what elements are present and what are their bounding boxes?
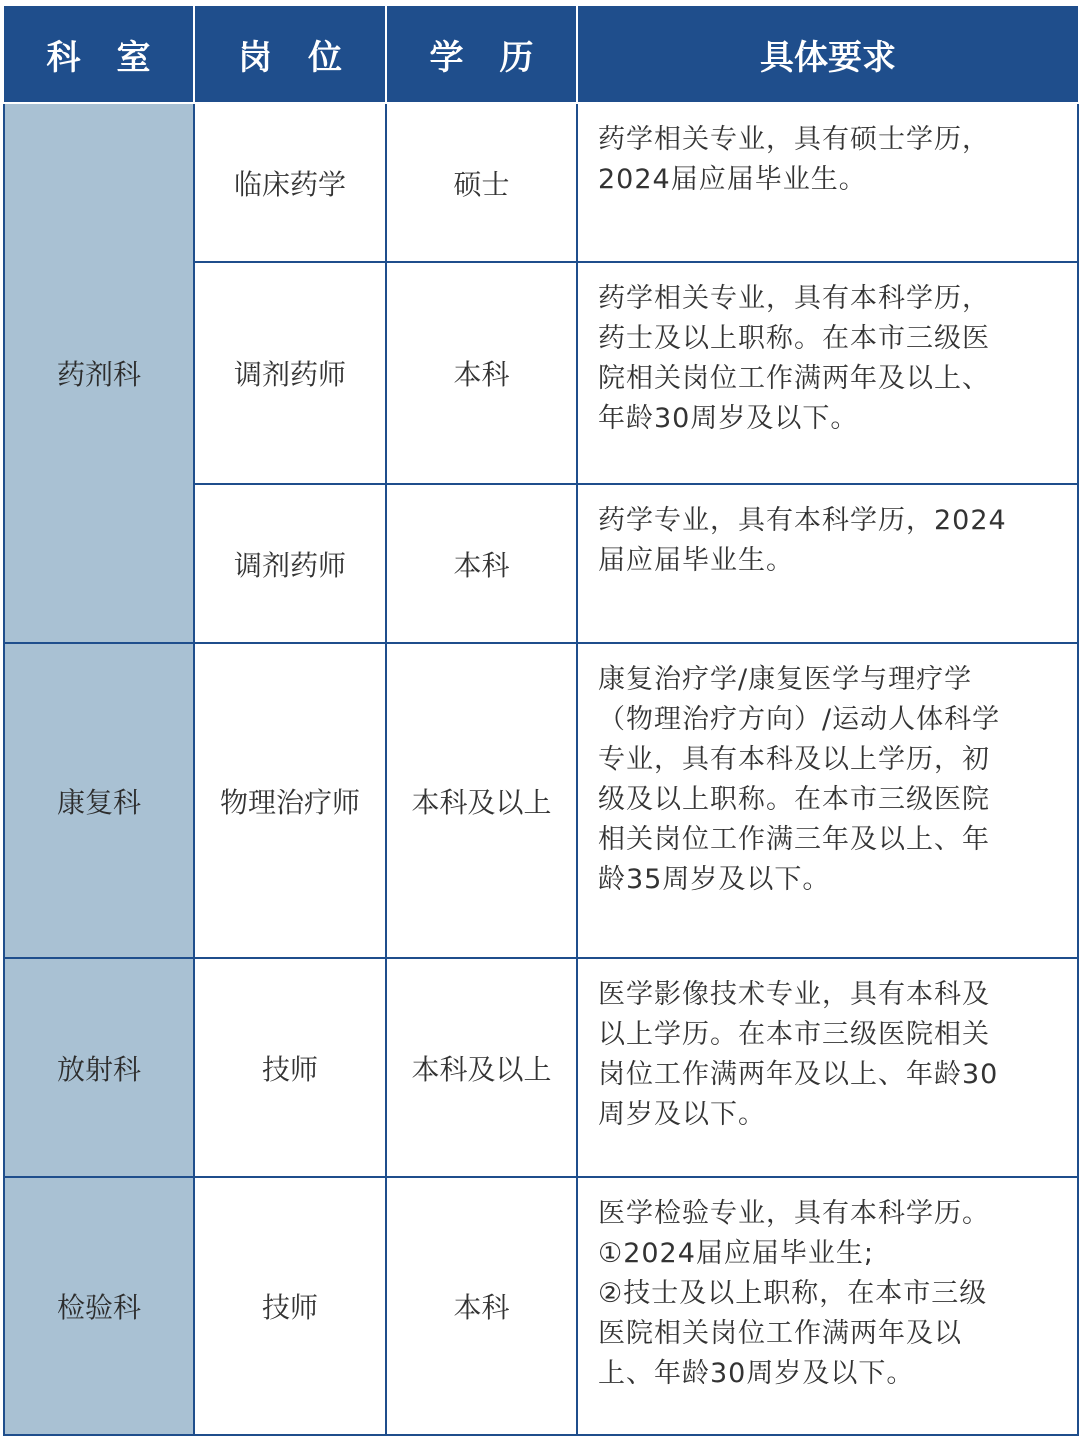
requirement-line: 以上学历。在本市三级医院相关 [598,1019,990,1050]
department-cell: 康复科 [4,643,194,958]
requirement-line: ①2024届应届毕业生; [598,1238,875,1269]
requirement-line: 药学相关专业，具有本科学历， [598,283,990,314]
table-row [4,643,1078,958]
requirement-line: 药士及以上职称。在本市三级医 [598,323,990,354]
requirement-line: 岗位工作满两年及以上、年龄30 [598,1059,999,1090]
table-body [4,103,1078,1435]
department-cell: 药剂科 [4,103,194,643]
table-row [4,103,1078,262]
recruitment-table [3,6,1079,1436]
requirement-line: 医学检验专业，具有本科学历。 [598,1198,990,1229]
header-requirements: 具体要求 [577,6,1078,103]
education-cell: 本科 [386,262,577,484]
education-cell: 本科及以上 [386,958,577,1177]
header-department: 科室 [4,6,194,103]
requirement-line: 周岁及以下。 [598,1099,766,1130]
requirement-line: 院相关岗位工作满两年及以上、 [598,363,990,394]
requirement-line: 药学专业，具有本科学历，2024 [598,505,1007,536]
education-cell: 本科及以上 [386,643,577,958]
education-cell: 本科 [386,484,577,643]
header-position: 岗位 [194,6,386,103]
requirement-line: 年龄30周岁及以下。 [598,403,859,434]
table-row [4,1177,1078,1435]
requirements-cell [577,103,1078,262]
education-cell: 本科 [386,1177,577,1435]
requirement-line: ②技士及以上职称，在本市三级 [598,1278,988,1309]
position-cell: 调剂药师 [194,484,386,643]
position-cell: 技师 [194,1177,386,1435]
requirement-line: 医学影像技术专业，具有本科及 [598,979,990,1010]
requirement-line: 医院相关岗位工作满两年及以 [598,1318,962,1349]
table-header-row [4,6,1078,103]
requirements-cell [577,262,1078,484]
department-cell: 检验科 [4,1177,194,1435]
requirement-line: 届应届毕业生。 [598,545,794,576]
education-cell: 硕士 [386,103,577,262]
table-row [4,958,1078,1177]
position-cell: 物理治疗师 [194,643,386,958]
requirements-cell [577,643,1078,958]
recruitment-table-container [3,6,1077,1436]
position-cell: 调剂药师 [194,262,386,484]
department-cell: 放射科 [4,958,194,1177]
requirement-line: 康复治疗学/康复医学与理疗学 [598,664,973,695]
requirement-line: 2024届应届毕业生。 [598,164,867,195]
requirements-cell [577,958,1078,1177]
requirement-line: 级及以上职称。在本市三级医院 [598,784,990,815]
requirement-line: 龄35周岁及以下。 [598,864,831,895]
requirement-line: 上、年龄30周岁及以下。 [598,1358,915,1389]
requirement-line: 专业，具有本科及以上学历，初 [598,744,990,775]
requirement-line: 相关岗位工作满三年及以上、年 [598,824,990,855]
requirement-line: 药学相关专业，具有硕士学历， [598,124,990,155]
requirements-cell [577,1177,1078,1435]
position-cell: 临床药学 [194,103,386,262]
requirement-line: （物理治疗方向）/运动人体科学 [598,704,1001,735]
header-education: 学历 [386,6,577,103]
position-cell: 技师 [194,958,386,1177]
requirements-cell [577,484,1078,643]
